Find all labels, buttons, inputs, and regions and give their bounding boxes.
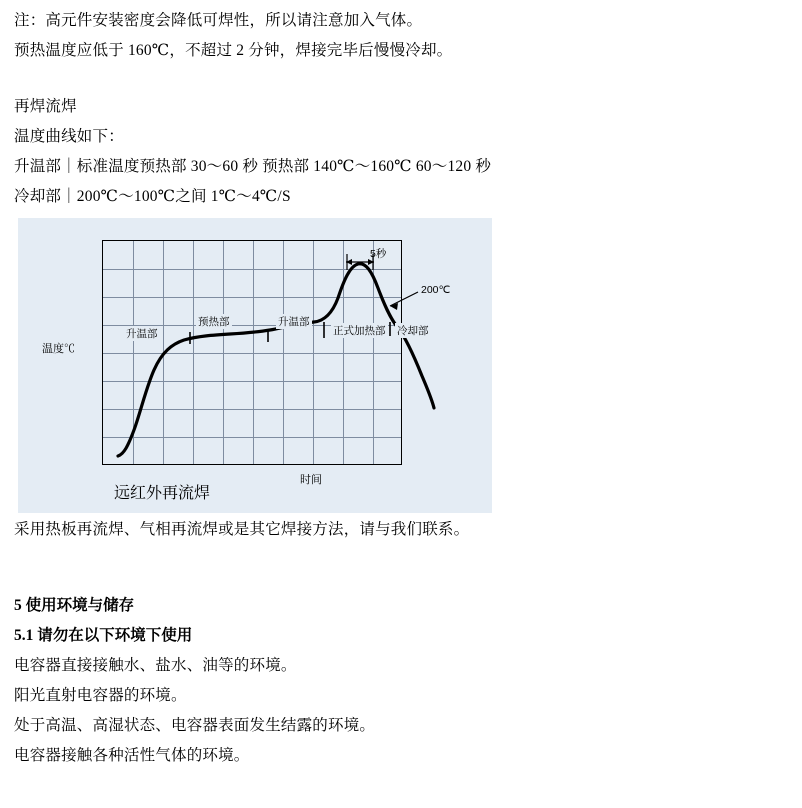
section5-item-2: 阳光直射电容器的环境。 bbox=[14, 687, 187, 704]
annotation-zone-main-heat: 正式加热部 bbox=[333, 325, 386, 337]
intro-line-1: 注：高元件安装密度会降低可焊性，所以请注意加入气体。 bbox=[14, 12, 423, 29]
section5-item-3: 处于高温、高湿状态、电容器表面发生结露的环境。 bbox=[14, 717, 376, 734]
section5-subheading: 5.1 请勿在以下环境下使用 bbox=[14, 627, 193, 644]
chart-title: 远红外再流焊 bbox=[114, 485, 211, 502]
annotation-zone-ramp-2: 升温部 bbox=[278, 316, 310, 328]
reflow-section-title: 再焊流焊 bbox=[14, 98, 77, 115]
after-figure-line: 采用热板再流焊、气相再流焊或是其它焊接方法，请与我们联系。 bbox=[14, 521, 470, 538]
intro-line-2: 预热温度应低于 160℃，不超过 2 分钟，焊接完毕后慢慢冷却。 bbox=[14, 42, 453, 59]
annotation-zone-cooling: 冷却部 bbox=[397, 325, 429, 337]
chart-curve bbox=[18, 218, 492, 513]
reflow-temperature-chart bbox=[18, 218, 492, 513]
reflow-line-2: 升温部｜标准温度预热部 30～60 秒 预热部 140℃～160℃ 60～120 秒 bbox=[14, 158, 492, 175]
chart-y-axis-label: 温度℃ bbox=[42, 343, 75, 355]
spacer bbox=[14, 545, 788, 591]
reflow-line-1: 温度曲线如下： bbox=[14, 128, 124, 145]
section5-item-1: 电容器直接接触水、盐水、油等的环境。 bbox=[14, 657, 297, 674]
annotation-peak-duration: 5秒 bbox=[370, 248, 387, 260]
spacer bbox=[14, 66, 788, 92]
annotation-zone-preheat: 预热部 bbox=[198, 316, 230, 328]
reflow-line-3: 冷却部｜200℃～100℃之间 1℃～4℃/S bbox=[14, 188, 291, 205]
section5-item-4: 电容器接触各种活性气体的环境。 bbox=[14, 747, 250, 764]
annotation-zone-ramp-1: 升温部 bbox=[126, 328, 158, 340]
chart-x-axis-label: 时间 bbox=[300, 474, 322, 486]
section5-heading: 5 使用环境与储存 bbox=[14, 597, 135, 614]
annotation-peak-temp: 200℃ bbox=[421, 284, 451, 296]
